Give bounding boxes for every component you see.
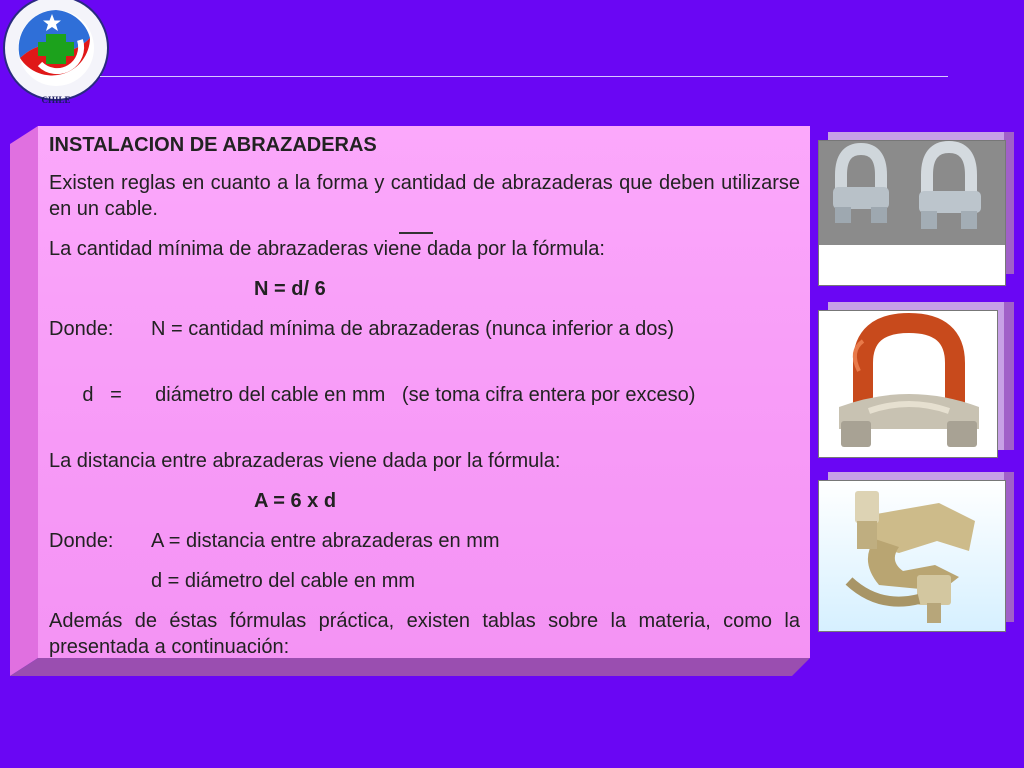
photo-red-u-bolt-clip (818, 302, 1014, 462)
donde-n-text: N = cantidad mínima de abrazaderas (nunca inferior a dos) (151, 318, 675, 340)
distance-text: La distancia entre abrazaderas viene dada por la fórmula: (49, 450, 561, 472)
donde-label: Donde: (49, 318, 114, 340)
donde-d-text: d = diámetro del cable en mm (se toma cifra entera por exceso) (82, 384, 696, 406)
closing-text: Además de éstas fórmulas práctica, existen tablas sobre la materia, como la presentada a continuación: (49, 610, 800, 658)
donde-n-row (49, 316, 800, 342)
bronze-clamp-image (819, 481, 1005, 631)
donde-label: Donde: (49, 530, 114, 552)
intro-text: Existen reglas en cuanto a la forma y cantidad de abrazaderas que deben utilizarse en un cable. (49, 172, 800, 220)
wire-rope-clips-image (819, 141, 1005, 285)
red-u-bolt-image (819, 311, 997, 457)
logo-country: CHILE (41, 95, 71, 105)
formula-n: N = d/ 6 (254, 278, 326, 300)
org-logo (0, 0, 112, 112)
min-qty-text: La cantidad mínima de abrazaderas viene dada por la fórmula: (49, 238, 605, 260)
photo-bronze-cable-clamp (818, 472, 1014, 634)
donde-a-row (49, 528, 800, 554)
stray-line (399, 232, 433, 234)
donde-a-text: A = distancia entre abrazaderas en mm (151, 530, 500, 552)
title-rule (100, 76, 948, 77)
photo-two-wire-rope-clips (818, 132, 1014, 286)
donde-d2-text: d = diámetro del cable en mm (151, 570, 416, 592)
content-panel (10, 126, 810, 676)
panel-heading: INSTALACION DE ABRAZADERAS (49, 134, 377, 156)
donde-d-row (49, 356, 800, 434)
formula-a: A = 6 x d (254, 490, 337, 512)
